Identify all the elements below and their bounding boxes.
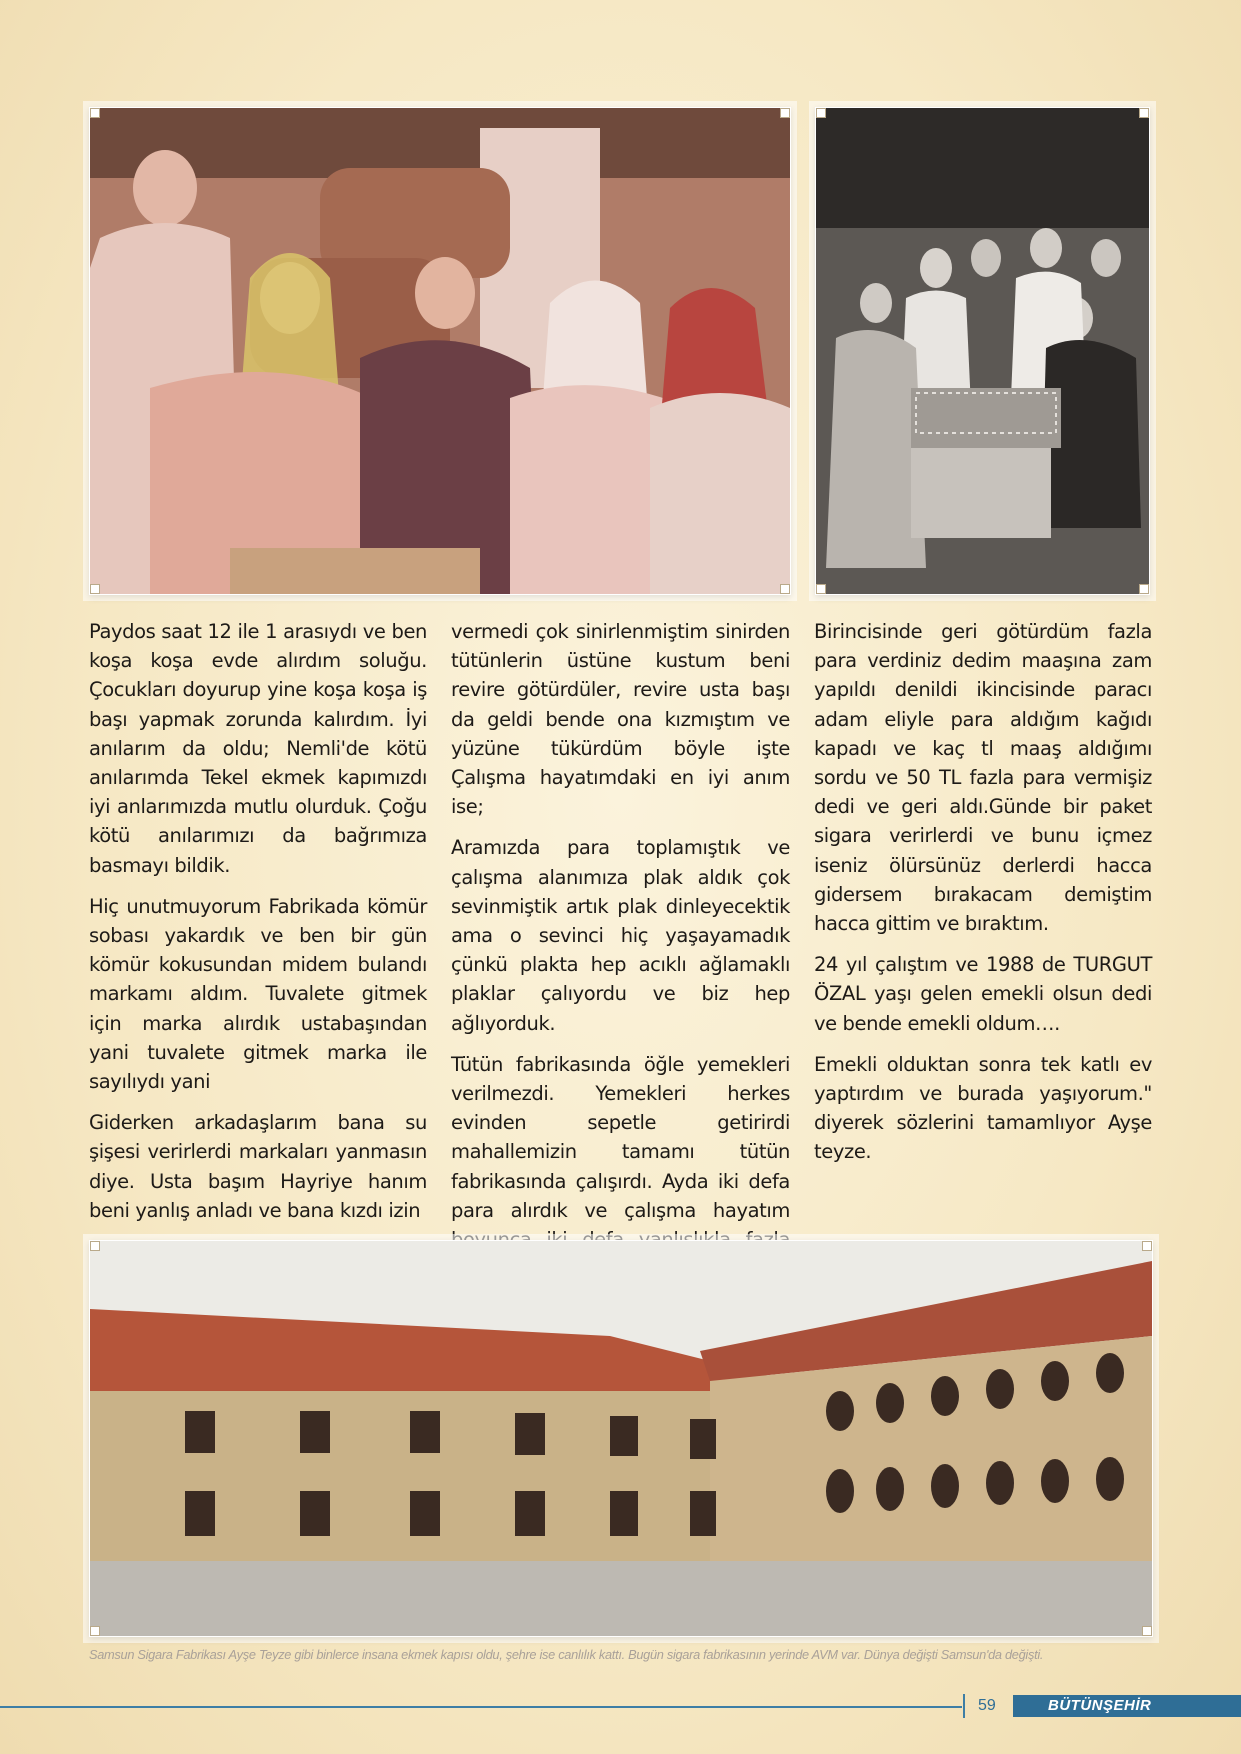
- corner-ornament-icon: [780, 108, 790, 118]
- corner-ornament-icon: [780, 584, 790, 594]
- photo-men-workers-art: [816, 108, 1149, 594]
- corner-ornament-icon: [90, 1241, 100, 1251]
- paragraph: vermedi çok sinirlenmiştim sinirden tütünlerin üstüne kustum beni revire götürdüler, revire usta başı da geldi bende ona kızmıştım ve yüzüne tükürdüm böyle işte Çalışma hayatımdaki en iyi anım ise;: [451, 620, 790, 819]
- paragraph: Giderken arkadaşlarım bana su şişesi verirlerdi markaları yanmasın diye. Usta başım Hayriye hanım beni yanlış anladı ve bana kızdı izin: [89, 1111, 427, 1222]
- corner-ornament-icon: [816, 584, 826, 594]
- corner-ornament-icon: [90, 584, 100, 594]
- paragraph: 24 yıl çalıştım ve 1988 de TURGUT ÖZAL yaşı gelen emekli olsun dedi ve bende emekli oldum….: [814, 953, 1152, 1035]
- paragraph: Emekli olduktan sonra tek katlı ev yaptırdım ve burada yaşıyorum." diyerek sözlerini tamamlıyor Ayşe teyze.: [814, 1052, 1152, 1164]
- photo-men-workers: [815, 107, 1150, 595]
- corner-ornament-icon: [1139, 108, 1149, 118]
- magazine-brand: BÜTÜNŞEHİR: [1013, 1695, 1241, 1717]
- corner-ornament-icon: [1139, 584, 1149, 594]
- footer-divider: [0, 1706, 962, 1708]
- text-column-1: [89, 617, 427, 1237]
- photo-caption: Samsun Sigara Fabrikası Ayşe Teyze gibi binlerce insana ekmek kapısı oldu, şehre ise canlılık kattı. Bugün sigara fabrikasının yerinde AVM var. Dünya değişti Samsun'da değişti.: [89, 1647, 1044, 1662]
- corner-ornament-icon: [816, 108, 826, 118]
- text-column-3: [814, 617, 1152, 1179]
- paragraph: Tütün fabrikasında öğle yemekleri verilmezdi. Yemekleri herkes evinden sepetle getirirdi mahallemizin tamamı tütün fabrikasında çalışırdı. Ayda iki defa para alırdık ve çalışma hayatım: [451, 1052, 790, 1222]
- paragraph: Paydos saat 12 ile 1 arasıydı ve ben koşa koşa evde alırdım soluğu. Çocukları doyurup yine koşa koşa iş başı yapmak zorunda kalırdım. İyi anılarım da oldu; Nemli'de kötü anılarımda Tekel ekmek kapımızdı iyi anlarımızda mutlu olurduk. Çoğu kötü anılarımızı da bağrımıza basmayı bildik.: [89, 620, 427, 877]
- corner-ornament-icon: [90, 108, 100, 118]
- footer-divider-tick: [963, 1694, 965, 1718]
- paragraph: Birincisinde geri götürdüm fazla para verdiniz dedim maaşına zam yapıldı denildi ikincisinde paracı adam eliyle para aldığım kağıdı kapadı ve kaç tl maaş aldığımı sordu ve 50 TL fazla para vermişiz dedi ve geri aldı.Günde bir paket sigara verirlerdi ve bunu içmez iseniz ölürsünüz derlerdi hacca gidersem bırakacam demiştim hacca gittim ve bıraktım.: [814, 620, 1152, 936]
- photo-tobacco-factory: [89, 1240, 1153, 1637]
- corner-ornament-icon: [1142, 1626, 1152, 1636]
- paragraph: Hiç unutmuyorum Fabrikada kömür sobası yakardık ve ben bir gün kömür kokusundan midem bulandı markamı aldım. Tuvalete gitmek için marka alırdık ustabaşından yani tuvalete gitmek marka ile sayılıydı yani: [89, 894, 427, 1094]
- corner-ornament-icon: [1142, 1241, 1152, 1251]
- text-column-2: [451, 617, 790, 1295]
- photo-women-workers: [89, 107, 791, 595]
- photo-women-workers-art: [90, 108, 790, 594]
- corner-ornament-icon: [90, 1626, 100, 1636]
- page-number: 59: [978, 1697, 996, 1714]
- photo-tobacco-factory-art: [90, 1241, 1152, 1636]
- paragraph: Aramızda para toplamıştık ve çalışma alanımıza plak aldık çok sevinmiştik artık plak dinleyecektik ama o sevinci hiç yaşayamadık çünkü plakta hep acıklı ağlamaklı plaklar çalıyordu ve biz hep ağlıyorduk.: [451, 836, 790, 1035]
